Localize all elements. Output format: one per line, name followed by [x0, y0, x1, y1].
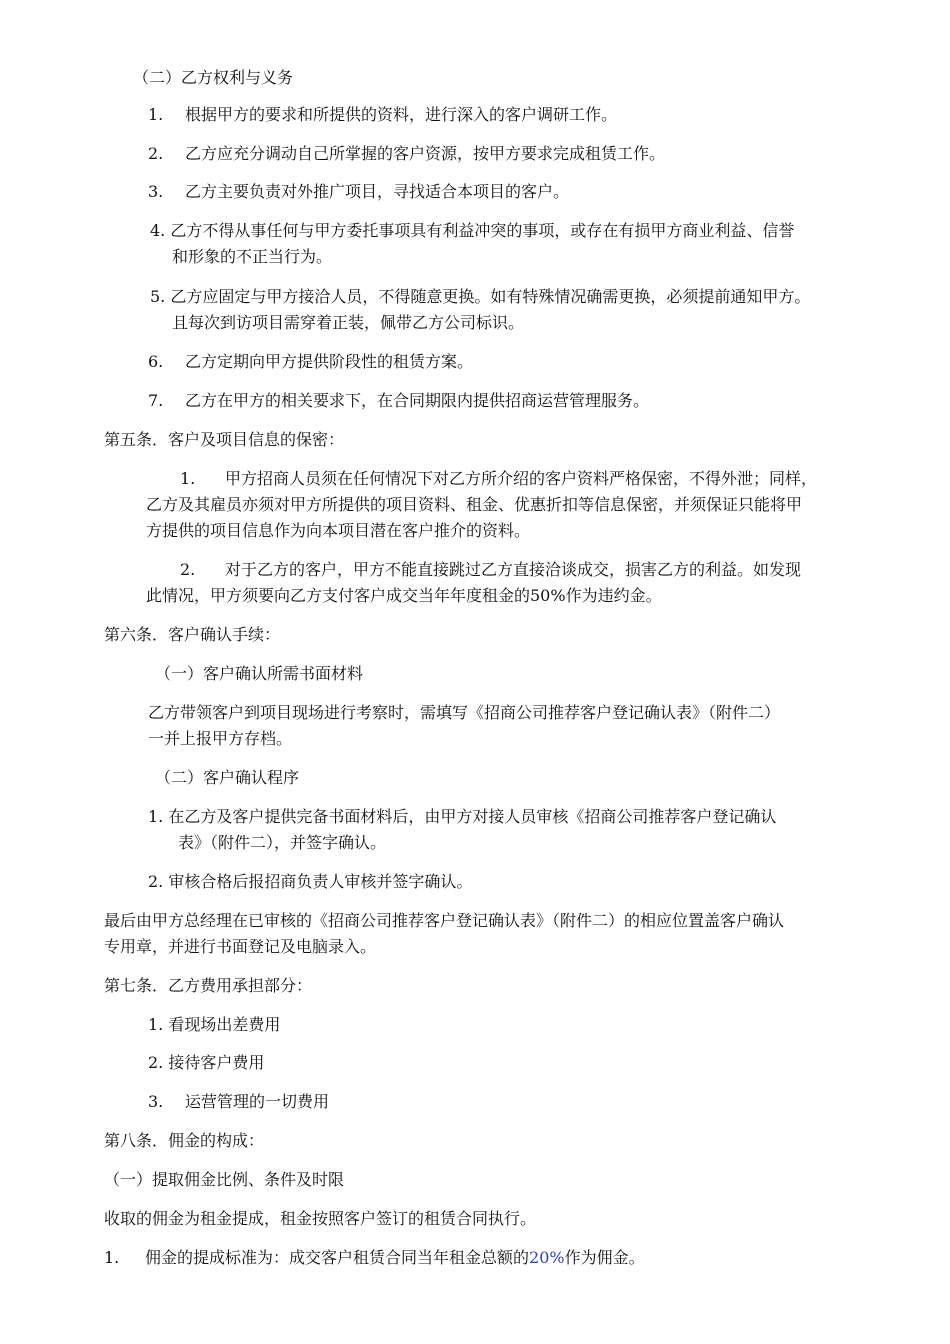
paragraph: 乙方带领客户到项目现场进行考察时，需填写《招商公司推荐客户登记确认表》（附件二）	[148, 703, 781, 722]
list-item-continuation: 表》（附件二），并签字确认。	[178, 833, 387, 852]
list-item: 1. 看现场出差费用	[148, 1015, 281, 1034]
paragraph: 2. 对于乙方的客户，甲方不能直接跳过乙方直接洽谈成交，损害乙方的利益。如发现	[180, 560, 802, 579]
section-heading: （二）乙方权利与义务	[133, 68, 294, 87]
article-heading: 第八条．佣金的构成：	[104, 1131, 265, 1150]
commission-rate: 20%	[529, 1248, 565, 1267]
list-item: 6. 乙方定期向甲方提供阶段性的租赁方案。	[148, 352, 474, 371]
paragraph-continuation: 方提供的项目信息作为向本项目潜在客户推介的资料。	[146, 521, 531, 540]
list-item-continuation: 且每次到访项目需穿着正装，佩带乙方公司标识。	[172, 313, 525, 332]
list-item-continuation: 和形象的不正当行为。	[172, 247, 333, 266]
article-heading: 第七条．乙方费用承担部分：	[104, 976, 313, 995]
article-heading: 第六条．客户确认手续：	[104, 625, 281, 644]
article-heading: 第五条．客户及项目信息的保密：	[104, 430, 345, 449]
paragraph-continuation: 此情况，甲方须要向乙方支付客户成交当年年度租金的50%作为违约金。	[146, 586, 662, 605]
list-item: 1. 在乙方及客户提供完备书面材料后，由甲方对接人员审核《招商公司推荐客户登记确认	[148, 807, 777, 826]
paragraph-continuation: 一并上报甲方存档。	[148, 729, 293, 748]
list-item: 1. 佣金的提成标准为：成交客户租赁合同当年租金总额的20%作为佣金。	[104, 1248, 645, 1267]
list-item: 3. 运营管理的一切费用	[148, 1092, 330, 1111]
paragraph-continuation: 乙方及其雇员亦须对甲方所提供的项目资料、租金、优惠折扣等信息保密，并须保证只能将甲	[146, 495, 803, 514]
list-item: 3. 乙方主要负责对外推广项目，寻找适合本项目的客户。	[148, 182, 570, 201]
list-item: 1. 根据甲方的要求和所提供的资料，进行深入的客户调研工作。	[148, 105, 618, 124]
subsection-heading: （二）客户确认程序	[155, 768, 300, 787]
subsection-heading: （一）客户确认所需书面材料	[155, 664, 364, 683]
subsection-heading: （一）提取佣金比例、条件及时限	[104, 1170, 345, 1189]
list-item: 4. 乙方不得从事任何与甲方委托事项具有利益冲突的事项，或存在有损甲方商业利益、信誉	[150, 221, 795, 240]
paragraph: 1. 甲方招商人员须在任何情况下对乙方所介绍的客户资料严格保密，不得外泄；同样，	[180, 469, 818, 488]
list-item: 5. 乙方应固定与甲方接洽人员，不得随意更换。如有特殊情况确需更换，必须提前通知甲方。	[150, 287, 811, 306]
list-item: 2. 乙方应充分调动自己所掌握的客户资源，按甲方要求完成租赁工作。	[148, 144, 666, 163]
list-item: 2. 审核合格后报招商负责人审核并签字确认。	[148, 872, 473, 891]
list-item: 2. 接待客户费用	[148, 1053, 265, 1072]
paragraph: 收取的佣金为租金提成，租金按照客户签订的租赁合同执行。	[104, 1209, 537, 1228]
paragraph: 最后由甲方总经理在已审核的《招商公司推荐客户登记确认表》（附件二）的相应位置盖客户确认	[104, 911, 785, 930]
list-item: 7. 乙方在甲方的相关要求下，在合同期限内提供招商运营管理服务。	[148, 391, 650, 410]
paragraph-continuation: 专用章，并进行书面登记及电脑录入。	[104, 937, 377, 956]
